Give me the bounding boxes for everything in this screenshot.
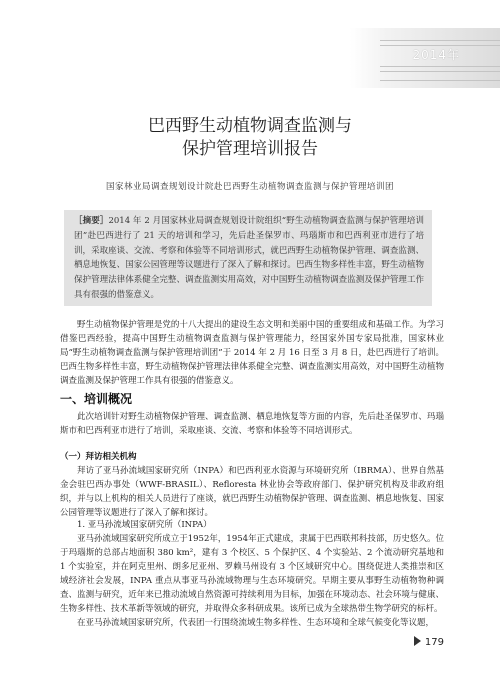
page-number-text: 179 xyxy=(424,637,444,648)
page-title xyxy=(0,115,500,161)
abstract-label: ［摘要］ xyxy=(74,216,109,226)
title-line-1: 巴西野生动植物调查监测与 xyxy=(148,116,352,136)
subsection1-paragraph xyxy=(60,464,444,520)
year-label: 2014年 xyxy=(412,48,460,62)
section1-text: 此次培训针对野生动植物保护管理、调查监测、栖息地恢复等方面的内容，先后赴圣保罗市、玛瑙斯市和巴西利亚市进行了培训，采取座谈、交流、考察和体验等不同培训形式。 xyxy=(60,412,444,436)
author-line: 国家林业局调查规划设计院赴巴西野生动植物调查监测与保护管理培训团 xyxy=(105,182,394,192)
section1-paragraph xyxy=(60,410,444,438)
subsection1-text: 拜访了亚马孙流域国家研究所（INPA）和巴西利亚水资源与环境研究所（IBRMA）、世界自然基金会驻巴西办事处（WWF-BRASIL）、Reflorestа 林业协会等政府部门、保护研究机构及非政府组织，并与以上机构的相关人员进行了座谈，就巴西野生动植物保护管理、调查监测、栖息地恢复、国家公园管理等议题进行了深入了解和探讨。 xyxy=(60,466,444,518)
item1-text-2: 在亚马孙流域国家研究所，代表团一行围绕流域生物多样性、生态环境和全球气候变化等议题， xyxy=(77,618,435,628)
item-heading-1: 1. 亚马孙流域国家研究所（INPA） xyxy=(77,520,212,530)
subsection-heading-1: （一）拜访相关机构 xyxy=(60,452,137,462)
section-heading-1: 一、培训概况 xyxy=(60,392,133,406)
item1-text: 亚马孙流域国家研究所成立于1952年，1954年正式建成，隶属于巴西联邦科技部，历史悠久。位于玛瑙斯的总部占地面积 380 km²，建有 3 个校区、5 个保护区、4 个实验站、2 个流动研究基地和 1 个实验室，并在阿克里州、朗多尼亚州、罗赖马州设有 3 个区域研究中心。围绕促进人类推崇和区域经济社会发展，INPA 重点从事亚马孙流域物理与生态环境研究。早期主要从事野生动植物物种调查、监测与研究，近年来已推动流域自然资源可持续利用为目标，加强在环境动态、社会环境与健康、生物多样性、技术革新等领域的研究，并取得众多科研成果。该所已成为全球热带生物学研究的标杆。 xyxy=(60,534,444,614)
intro-text: 野生动植物保护管理是党的十八大提出的建设生态文明和美丽中国的重要组成和基础工作。为学习借鉴巴西经验，提高中国野生动植物调查监测与保护管理能力，经国家外国专家局批准，国家林业局“野生动植物调查监测与保护管理培训团”于 2014 年 2 月 16 日至 3 月 8 日，赴巴西进行了培训。巴西生物多样性丰富，野生动植物保护管理法律体系健全完整、调查监测实用高效，对中国野生动植物调查监测及保护管理工作具有很强的借鉴意义。 xyxy=(60,320,444,386)
title-line-2: 保护管理培训报告 xyxy=(182,139,318,159)
intro-paragraph xyxy=(60,318,444,388)
page-number xyxy=(414,636,444,648)
abstract-text: 2014 年 2 月国家林业局调查规划设计院组织“野生动植物调查监测与保护管理培训团”赴巴西进行了 21 天的培训和学习，先后赴圣保罗市、玛瑙斯市和巴西利亚市进行了培训，采取座谈、交流、考察和体验等不同培训形式，就巴西野生动植物保护管理、调查监测、栖息地恢复、国家公园管理等议题进行了深入了解和探讨。巴西生物多样性丰富，野生动植物保护管理法律体系健全完整、调查监测实用高效，对中国野生动植物调查监测及保护管理工作具有很强的借鉴意义。 xyxy=(74,216,424,300)
item1-paragraph xyxy=(60,532,444,630)
abstract-box xyxy=(64,210,432,306)
page-arrow-icon xyxy=(414,636,421,646)
